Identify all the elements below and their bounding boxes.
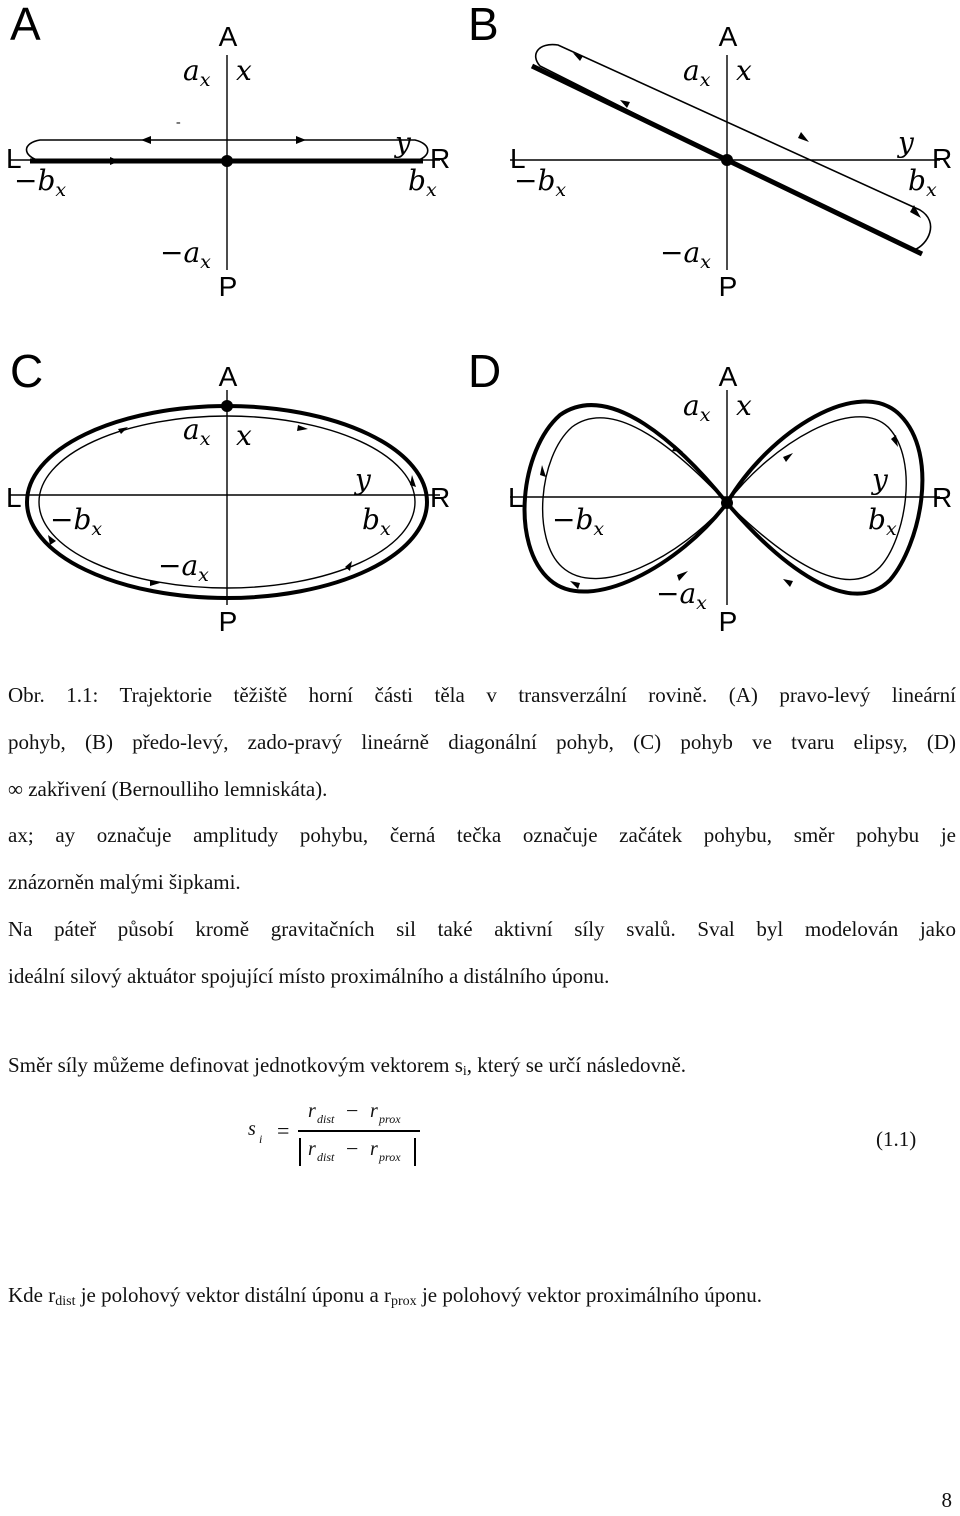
label-posterior: P — [218, 606, 238, 637]
eq-equals: = — [277, 1118, 290, 1143]
caption-line: pohyb, (B) předo-levý, zado-pravý lineárně diagonální pohyb, (C) pohyb ve tvaru elipsy, (D) — [8, 730, 956, 754]
panel-c — [0, 335, 480, 665]
label-anterior: A — [218, 21, 238, 52]
arrow-icon — [296, 136, 306, 144]
paragraph-direction — [8, 1042, 956, 1089]
text-line: Směr síly můžeme definovat jednotkovým vektorem $s_i$, který se určí následovně. — [8, 1053, 687, 1079]
neg-ax-label: $-a_x$ — [160, 236, 211, 273]
neg-ax-label: $-a_x$ — [656, 577, 707, 614]
label-anterior: A — [718, 361, 738, 392]
start-dot — [221, 400, 233, 412]
text-line: znázorněn malými šipkami. — [8, 870, 241, 894]
eq-den-minus: − — [346, 1136, 359, 1161]
y-label: y — [395, 126, 411, 159]
label-anterior: A — [218, 361, 238, 392]
arrow-icon — [410, 475, 416, 487]
y-label: y — [898, 126, 914, 159]
arrow-icon — [798, 132, 809, 142]
label-left: L — [6, 482, 22, 513]
label-right: R — [430, 143, 451, 174]
arrow-icon — [141, 136, 151, 144]
start-dot — [721, 497, 733, 509]
caption-line: ∞ zakřivení (Bernoulliho lemniskáta). — [8, 777, 328, 801]
neg-bx-label: $-b_x$ — [552, 503, 605, 540]
paragraph-definitions — [8, 1272, 956, 1319]
equation-number: (1.1) — [876, 1127, 917, 1151]
label-posterior: P — [218, 271, 238, 302]
bx-label: $b_x$ — [868, 503, 897, 540]
text-line: ax; ay označuje amplitudy pohybu, černá tečka označuje začátek pohybu, směr pohybu je — [8, 823, 956, 847]
ax-label: $a_x$ — [183, 413, 211, 450]
x-label: x — [236, 419, 252, 452]
label-posterior: P — [718, 606, 738, 637]
x-label: x — [736, 54, 752, 87]
label-right: R — [932, 482, 953, 513]
paragraph-amplitudes — [8, 812, 956, 906]
eq-num-r2: r — [370, 1100, 378, 1122]
stray-mark: - — [176, 115, 181, 130]
label-left: L — [510, 143, 526, 174]
eq-den-r: r — [308, 1138, 316, 1160]
label-right: R — [430, 482, 451, 513]
label-right: R — [932, 143, 953, 174]
arrow-icon — [783, 579, 793, 587]
bx-label: $b_x$ — [362, 503, 391, 540]
panel-letter: A — [10, 0, 41, 50]
start-dot — [221, 155, 233, 167]
bx-label: $b_x$ — [408, 164, 437, 201]
y-label: y — [355, 463, 371, 496]
text-line: Na páteř působí kromě gravitačních sil také aktivní síly svalů. Sval byl modelován jako — [8, 917, 956, 941]
neg-bx-label: $-b_x$ — [50, 503, 103, 540]
panel-letter: D — [468, 345, 502, 397]
paragraph-forces — [8, 906, 956, 1000]
trajectory-loop — [536, 45, 931, 250]
neg-ax-label: $-a_x$ — [660, 236, 711, 273]
page-number: 8 — [941, 1488, 952, 1512]
label-left: L — [6, 143, 22, 174]
arrow-icon — [540, 465, 546, 477]
text-line: Kde $r_{dist}$ je polohový vektor distální úponu a $r_{prox}$ je polohový vektor proximálního úponu. — [8, 1283, 762, 1309]
arrow-icon — [570, 581, 580, 589]
label-anterior: A — [718, 21, 738, 52]
eq-num-prox: prox — [379, 1112, 401, 1126]
neg-bx-label: $-b_x$ — [14, 164, 67, 201]
arrow-icon — [110, 157, 120, 165]
panel-b — [468, 0, 960, 330]
panel-letter: B — [468, 0, 499, 50]
eq-den-r2: r — [370, 1138, 378, 1160]
arrow-icon — [783, 453, 793, 462]
ax-label: $a_x$ — [683, 54, 711, 91]
panel-letter: C — [10, 345, 44, 397]
eq-den-dist: dist — [317, 1150, 335, 1164]
eq-num-minus: − — [346, 1098, 359, 1123]
eq-den-prox: prox — [379, 1150, 401, 1164]
neg-bx-label: $-b_x$ — [514, 164, 567, 201]
fraction-bar — [298, 1130, 420, 1132]
eq-num-dist: dist — [317, 1112, 335, 1126]
eq-lhs: s — [248, 1118, 256, 1140]
ax-label: $a_x$ — [183, 54, 211, 91]
figure-caption — [8, 672, 956, 813]
panel-d — [468, 335, 960, 665]
arrow-icon — [345, 561, 352, 571]
bx-label: $b_x$ — [908, 164, 937, 201]
x-label: x — [236, 54, 252, 87]
eq-lhs-sub: i — [259, 1132, 263, 1146]
start-dot — [721, 154, 733, 166]
arrow-icon — [118, 427, 128, 434]
x-label: x — [736, 389, 752, 422]
neg-ax-label: $-a_x$ — [158, 549, 209, 586]
arrow-icon — [297, 425, 308, 431]
norm-bar-right — [414, 1138, 416, 1166]
label-posterior: P — [718, 271, 738, 302]
arrow-icon — [891, 435, 898, 447]
text-line: ideální silový aktuátor spojující místo proximálního a distálního úponu. — [8, 964, 610, 988]
eq-num-r: r — [308, 1100, 316, 1122]
ax-label: $a_x$ — [683, 389, 711, 426]
panel-a — [0, 0, 480, 330]
caption-line: Obr. 1.1: Trajektorie těžiště horní části těla v transverzální rovině. (A) pravo-levý lineární — [8, 683, 956, 707]
label-left: L — [508, 482, 524, 513]
norm-bar-left — [299, 1138, 301, 1166]
y-label: y — [872, 463, 888, 496]
